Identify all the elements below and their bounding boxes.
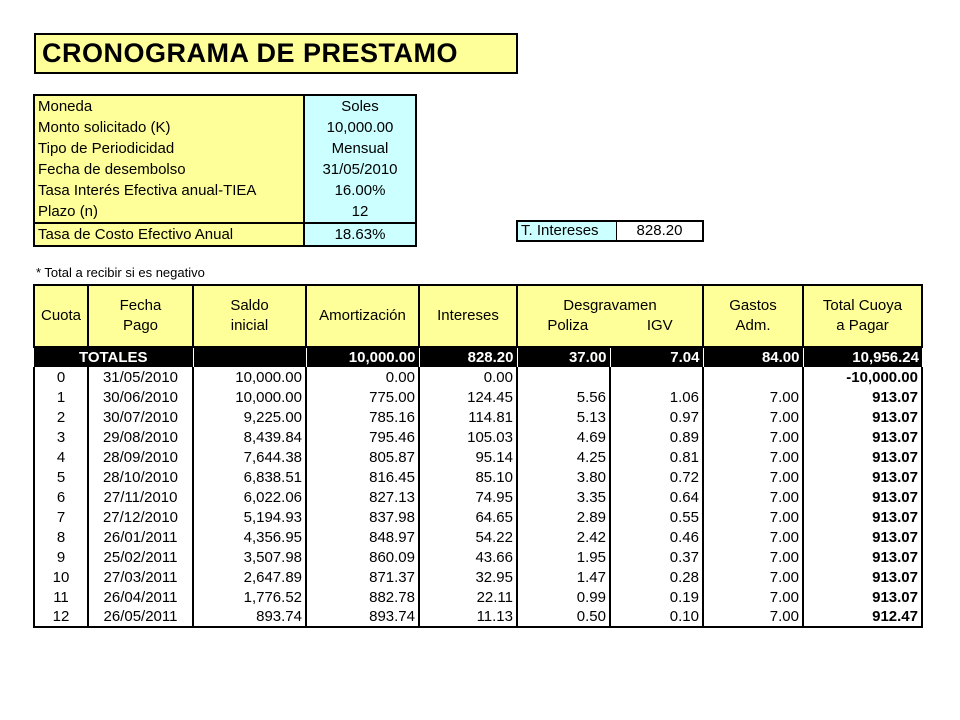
- totals-total: 10,956.24: [803, 347, 922, 367]
- cell-fecha-pago: 26/04/2011: [88, 587, 193, 607]
- header-desgravamen: Desgravamen Poliza IGV: [517, 285, 703, 347]
- cell-fecha-pago: 28/10/2010: [88, 467, 193, 487]
- info-value: Mensual: [304, 138, 416, 159]
- table-row: [34, 447, 922, 467]
- cell-gastos-adm: 7.00: [703, 527, 803, 547]
- cell-igv: 0.89: [610, 427, 703, 447]
- cell-igv: 0.19: [610, 587, 703, 607]
- cell-poliza: 2.89: [517, 507, 610, 527]
- cell-intereses: 11.13: [419, 607, 517, 627]
- cell-intereses: 74.95: [419, 487, 517, 507]
- cell-fecha-pago: 29/08/2010: [88, 427, 193, 447]
- cell-fecha-pago: 28/09/2010: [88, 447, 193, 467]
- cell-poliza: 1.95: [517, 547, 610, 567]
- totals-saldo: [193, 347, 306, 367]
- header-intereses: Intereses: [419, 285, 517, 347]
- table-row: [34, 487, 922, 507]
- cell-fecha-pago: 27/11/2010: [88, 487, 193, 507]
- cell-amortizacion: 0.00: [306, 367, 419, 387]
- info-label: Fecha de desembolso: [34, 159, 304, 180]
- cell-saldo-inicial: 7,644.38: [193, 447, 306, 467]
- cell-intereses: 0.00: [419, 367, 517, 387]
- cell-igv: 1.06: [610, 387, 703, 407]
- cell-saldo-inicial: 4,356.95: [193, 527, 306, 547]
- cell-saldo-inicial: 2,647.89: [193, 567, 306, 587]
- header-total-cuota: Total Cuoya a Pagar: [803, 285, 922, 347]
- info-label: Tasa de Costo Efectivo Anual: [34, 223, 304, 246]
- cell-amortizacion: 848.97: [306, 527, 419, 547]
- cell-amortizacion: 805.87: [306, 447, 419, 467]
- cell-saldo-inicial: 6,838.51: [193, 467, 306, 487]
- cell-intereses: 43.66: [419, 547, 517, 567]
- cell-total-cuota: 913.07: [803, 547, 922, 567]
- schedule-table: [33, 284, 923, 628]
- cell-gastos-adm: 7.00: [703, 507, 803, 527]
- info-value: 31/05/2010: [304, 159, 416, 180]
- cell-gastos-adm: 7.00: [703, 547, 803, 567]
- cell-saldo-inicial: 3,507.98: [193, 547, 306, 567]
- cell-total-cuota: 913.07: [803, 467, 922, 487]
- cell-igv: 0.81: [610, 447, 703, 467]
- cell-gastos-adm: 7.00: [703, 467, 803, 487]
- cell-amortizacion: 837.98: [306, 507, 419, 527]
- cell-cuota: 7: [34, 507, 88, 527]
- cell-cuota: 12: [34, 607, 88, 627]
- cell-saldo-inicial: 893.74: [193, 607, 306, 627]
- cell-amortizacion: 827.13: [306, 487, 419, 507]
- cell-saldo-inicial: 5,194.93: [193, 507, 306, 527]
- cell-gastos-adm: 7.00: [703, 407, 803, 427]
- info-row: [34, 201, 416, 223]
- cell-gastos-adm: 7.00: [703, 447, 803, 467]
- cell-gastos-adm: 7.00: [703, 387, 803, 407]
- info-value: 16.00%: [304, 180, 416, 201]
- cell-intereses: 32.95: [419, 567, 517, 587]
- table-row: [34, 387, 922, 407]
- cell-cuota: 6: [34, 487, 88, 507]
- cell-intereses: 105.03: [419, 427, 517, 447]
- cell-total-cuota: -10,000.00: [803, 367, 922, 387]
- cell-fecha-pago: 30/07/2010: [88, 407, 193, 427]
- cell-poliza: 5.56: [517, 387, 610, 407]
- cell-igv: [610, 367, 703, 387]
- cell-intereses: 114.81: [419, 407, 517, 427]
- header-gastos-adm: Gastos Adm.: [703, 285, 803, 347]
- cell-fecha-pago: 30/06/2010: [88, 387, 193, 407]
- info-row: [34, 159, 416, 180]
- cell-total-cuota: 913.07: [803, 387, 922, 407]
- header-amortizacion: Amortización: [306, 285, 419, 347]
- info-value: Soles: [304, 95, 416, 117]
- cell-cuota: 8: [34, 527, 88, 547]
- cell-gastos-adm: 7.00: [703, 607, 803, 627]
- totals-intereses: 828.20: [419, 347, 517, 367]
- cell-total-cuota: 912.47: [803, 607, 922, 627]
- info-row: [34, 95, 416, 117]
- cell-total-cuota: 913.07: [803, 587, 922, 607]
- cell-intereses: 124.45: [419, 387, 517, 407]
- total-interest-box: [516, 220, 704, 242]
- cell-total-cuota: 913.07: [803, 527, 922, 547]
- header-poliza: Poliza: [547, 317, 589, 334]
- cell-amortizacion: 893.74: [306, 607, 419, 627]
- page-title: CRONOGRAMA DE PRESTAMO: [34, 33, 518, 74]
- negative-note: * Total a recibir si es negativo: [36, 265, 205, 280]
- cell-fecha-pago: 27/12/2010: [88, 507, 193, 527]
- cell-cuota: 5: [34, 467, 88, 487]
- cell-intereses: 85.10: [419, 467, 517, 487]
- table-row: [34, 427, 922, 447]
- cell-poliza: 5.13: [517, 407, 610, 427]
- cell-igv: 0.97: [610, 407, 703, 427]
- cell-igv: 0.28: [610, 567, 703, 587]
- cell-amortizacion: 785.16: [306, 407, 419, 427]
- cell-amortizacion: 882.78: [306, 587, 419, 607]
- cell-fecha-pago: 31/05/2010: [88, 367, 193, 387]
- info-label: Moneda: [34, 95, 304, 117]
- cell-cuota: 4: [34, 447, 88, 467]
- cell-cuota: 2: [34, 407, 88, 427]
- table-row: [34, 507, 922, 527]
- cell-cuota: 11: [34, 587, 88, 607]
- table-row: [34, 367, 922, 387]
- totals-igv: 7.04: [610, 347, 703, 367]
- cell-saldo-inicial: 10,000.00: [193, 367, 306, 387]
- cell-intereses: 64.65: [419, 507, 517, 527]
- info-label: Plazo (n): [34, 201, 304, 223]
- cell-cuota: 1: [34, 387, 88, 407]
- cell-cuota: 10: [34, 567, 88, 587]
- cell-poliza: 0.99: [517, 587, 610, 607]
- cell-saldo-inicial: 8,439.84: [193, 427, 306, 447]
- info-value: 10,000.00: [304, 117, 416, 138]
- cell-amortizacion: 816.45: [306, 467, 419, 487]
- info-value: 12: [304, 201, 416, 223]
- cell-poliza: 2.42: [517, 527, 610, 547]
- table-row: [34, 527, 922, 547]
- cell-total-cuota: 913.07: [803, 507, 922, 527]
- cell-cuota: 9: [34, 547, 88, 567]
- cell-poliza: 0.50: [517, 607, 610, 627]
- cell-poliza: 3.80: [517, 467, 610, 487]
- cell-amortizacion: 871.37: [306, 567, 419, 587]
- cell-gastos-adm: 7.00: [703, 567, 803, 587]
- cell-cuota: 0: [34, 367, 88, 387]
- info-row: [34, 138, 416, 159]
- cell-igv: 0.46: [610, 527, 703, 547]
- cell-amortizacion: 775.00: [306, 387, 419, 407]
- table-row: [34, 567, 922, 587]
- cell-saldo-inicial: 6,022.06: [193, 487, 306, 507]
- cell-total-cuota: 913.07: [803, 407, 922, 427]
- schedule-header-row: [34, 285, 922, 347]
- totals-poliza: 37.00: [517, 347, 610, 367]
- cell-intereses: 22.11: [419, 587, 517, 607]
- table-row: [34, 547, 922, 567]
- cell-saldo-inicial: 10,000.00: [193, 387, 306, 407]
- cell-igv: 0.37: [610, 547, 703, 567]
- header-fecha-pago: Fecha Pago: [88, 285, 193, 347]
- cell-poliza: 1.47: [517, 567, 610, 587]
- cell-gastos-adm: 7.00: [703, 487, 803, 507]
- info-row: [34, 223, 416, 246]
- total-interest-value: 828.20: [636, 222, 683, 239]
- table-row: [34, 407, 922, 427]
- info-label: Tipo de Periodicidad: [34, 138, 304, 159]
- table-row: [34, 607, 922, 627]
- table-row: [34, 587, 922, 607]
- cell-amortizacion: 795.46: [306, 427, 419, 447]
- info-label: Tasa Interés Efectiva anual-TIEA: [34, 180, 304, 201]
- total-interest-label: T. Intereses: [518, 222, 617, 240]
- cell-saldo-inicial: 1,776.52: [193, 587, 306, 607]
- cell-poliza: 4.25: [517, 447, 610, 467]
- cell-fecha-pago: 27/03/2011: [88, 567, 193, 587]
- totals-amortizacion: 10,000.00: [306, 347, 419, 367]
- totals-gastos: 84.00: [703, 347, 803, 367]
- header-igv: IGV: [646, 317, 673, 334]
- cell-total-cuota: 913.07: [803, 427, 922, 447]
- cell-intereses: 54.22: [419, 527, 517, 547]
- cell-gastos-adm: 7.00: [703, 587, 803, 607]
- cell-amortizacion: 860.09: [306, 547, 419, 567]
- cell-igv: 0.64: [610, 487, 703, 507]
- cell-total-cuota: 913.07: [803, 567, 922, 587]
- cell-gastos-adm: [703, 367, 803, 387]
- loan-info-table: [33, 94, 417, 247]
- table-row: [34, 467, 922, 487]
- cell-gastos-adm: 7.00: [703, 427, 803, 447]
- cell-poliza: 4.69: [517, 427, 610, 447]
- info-row: [34, 180, 416, 201]
- cell-fecha-pago: 26/05/2011: [88, 607, 193, 627]
- header-saldo-inicial: Saldo inicial: [193, 285, 306, 347]
- cell-igv: 0.72: [610, 467, 703, 487]
- cell-intereses: 95.14: [419, 447, 517, 467]
- cell-fecha-pago: 26/01/2011: [88, 527, 193, 547]
- cell-fecha-pago: 25/02/2011: [88, 547, 193, 567]
- totals-row: [34, 347, 922, 367]
- header-cuota: Cuota: [34, 285, 88, 347]
- cell-igv: 0.55: [610, 507, 703, 527]
- cell-poliza: 3.35: [517, 487, 610, 507]
- info-label: Monto solicitado (K): [34, 117, 304, 138]
- cell-total-cuota: 913.07: [803, 487, 922, 507]
- info-row: [34, 117, 416, 138]
- cell-total-cuota: 913.07: [803, 447, 922, 467]
- cell-igv: 0.10: [610, 607, 703, 627]
- info-value: 18.63%: [304, 223, 416, 246]
- cell-poliza: [517, 367, 610, 387]
- totals-label: TOTALES: [34, 347, 193, 367]
- cell-saldo-inicial: 9,225.00: [193, 407, 306, 427]
- cell-cuota: 3: [34, 427, 88, 447]
